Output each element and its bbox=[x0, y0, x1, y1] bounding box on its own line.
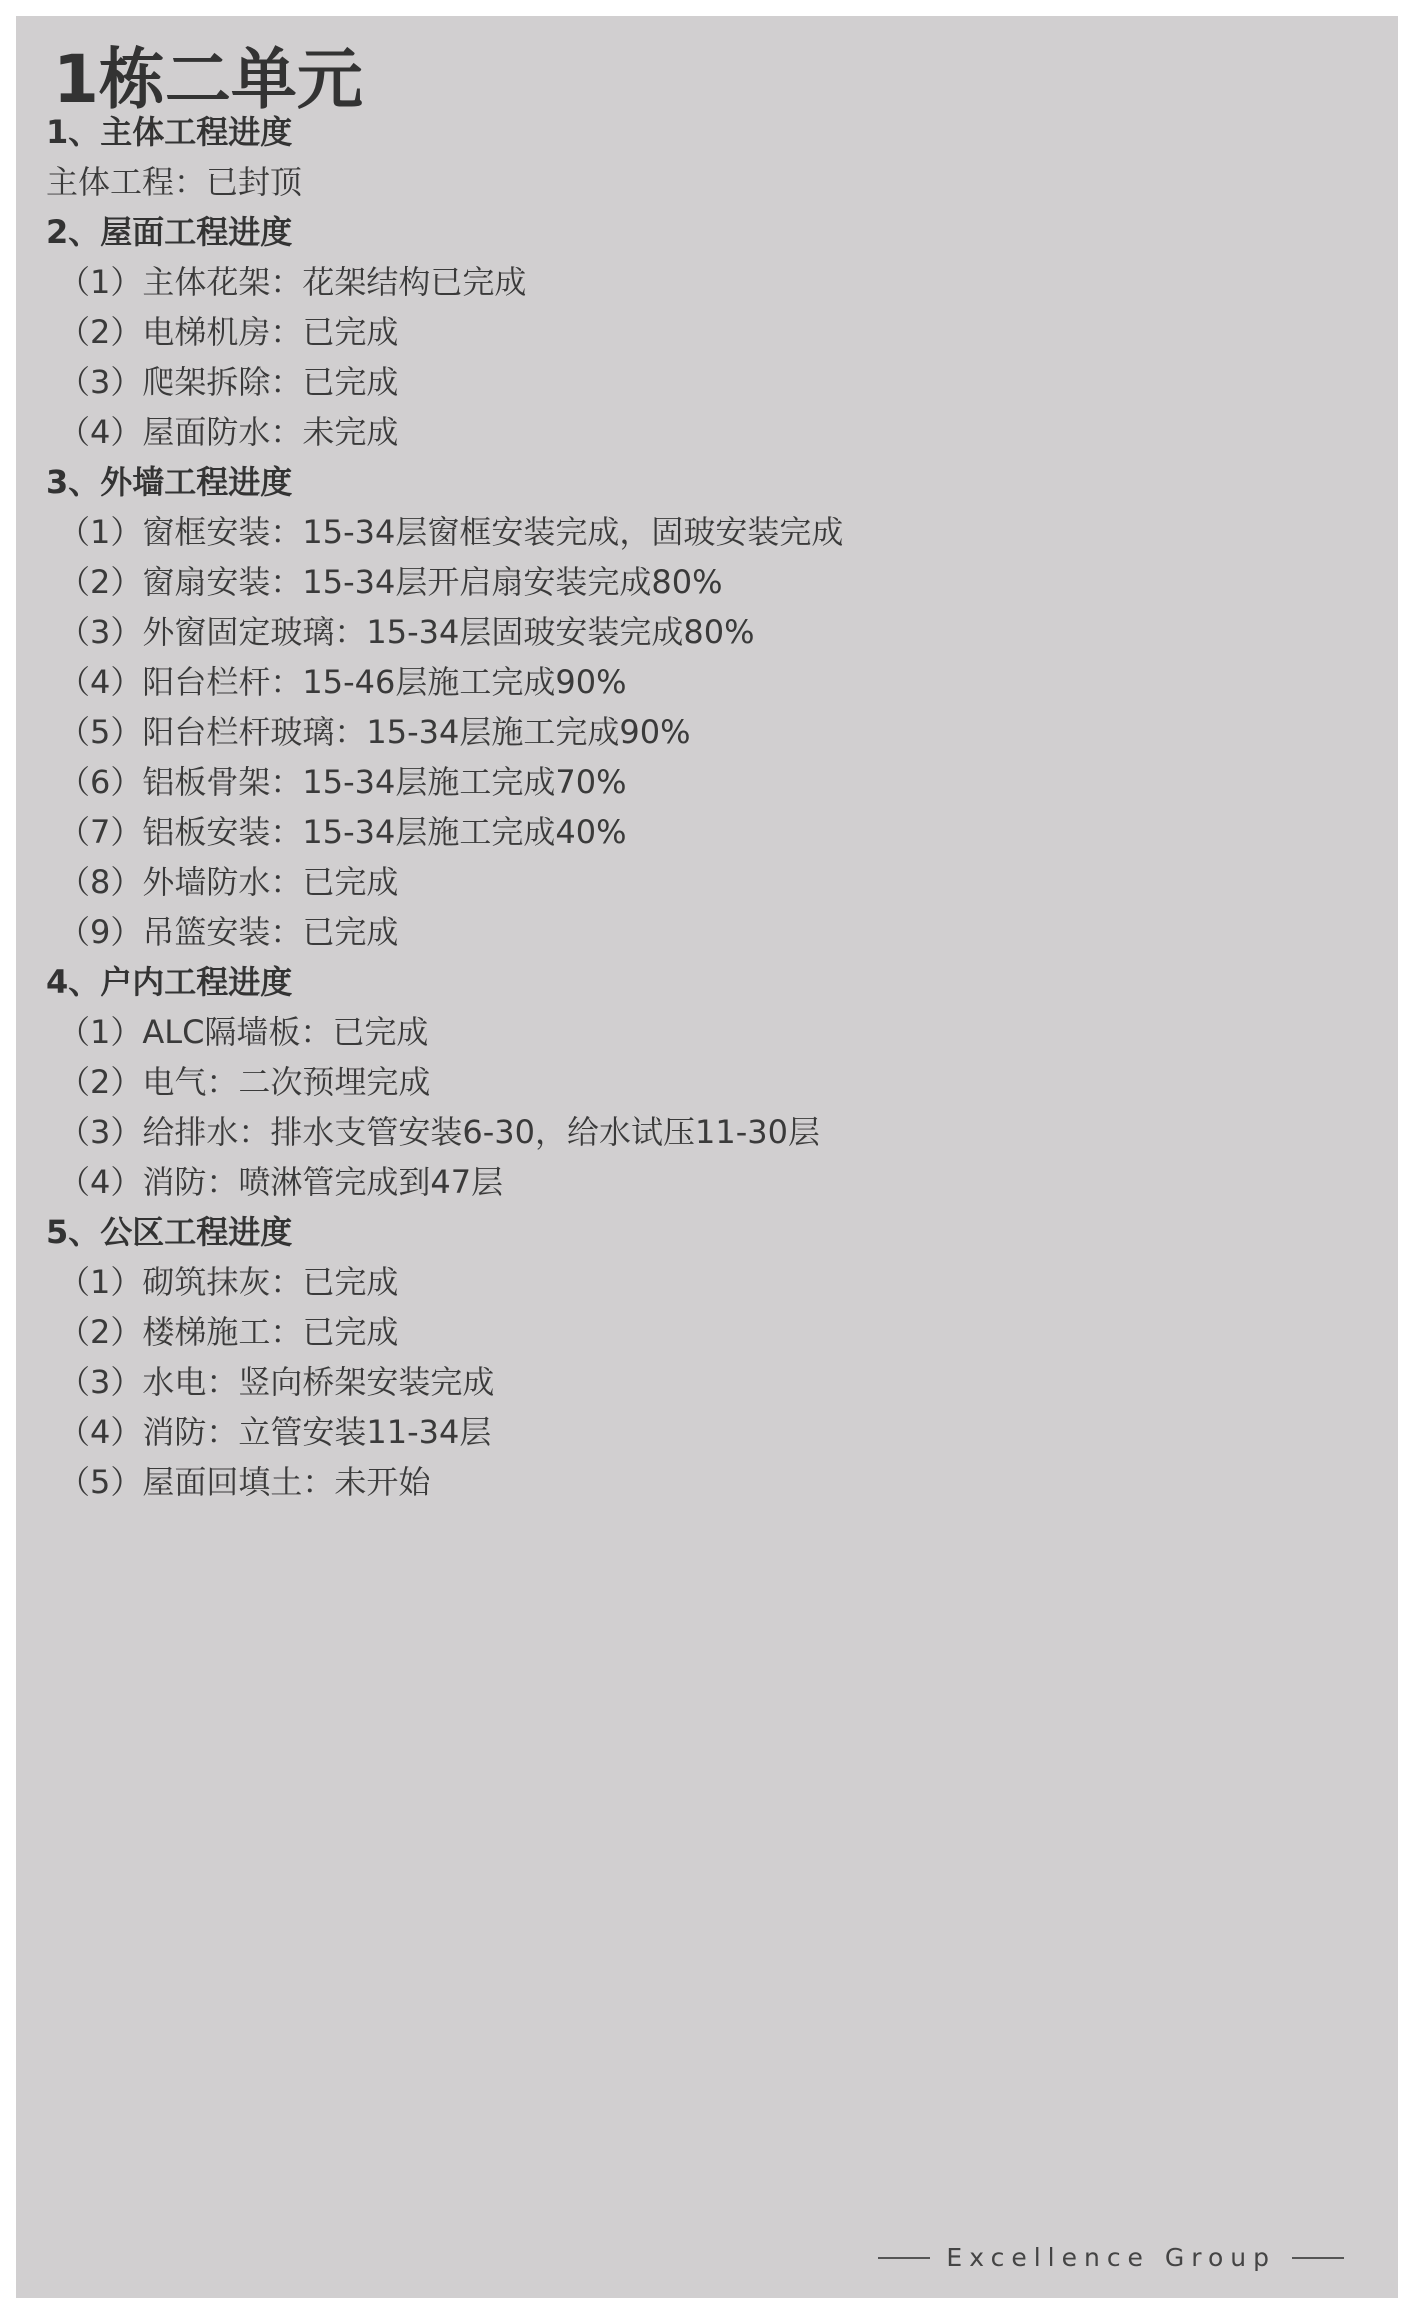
progress-item: （9）吊篮安装：已完成 bbox=[58, 913, 399, 951]
section-heading: 3、外墙工程进度 bbox=[46, 463, 293, 501]
progress-item: （3）外窗固定玻璃：15-34层固玻安装完成80% bbox=[58, 613, 755, 651]
progress-item: （1）窗框安装：15-34层窗框安装完成，固玻安装完成 bbox=[58, 513, 844, 551]
section-heading: 2、屋面工程进度 bbox=[46, 213, 293, 251]
section-heading: 1、主体工程进度 bbox=[46, 113, 293, 151]
section-heading: 4、户内工程进度 bbox=[46, 963, 293, 1001]
progress-item: （2）楼梯施工：已完成 bbox=[58, 1313, 399, 1351]
progress-card bbox=[16, 16, 1398, 2298]
progress-item: （3）给排水：排水支管安装6-30，给水试压11-30层 bbox=[58, 1113, 820, 1151]
progress-item: （3）水电：竖向桥架安装完成 bbox=[58, 1363, 495, 1401]
progress-item: （4）阳台栏杆：15-46层施工完成90% bbox=[58, 663, 627, 701]
progress-item: （5）屋面回填土：未开始 bbox=[58, 1463, 431, 1501]
page-title: 1栋二单元 bbox=[53, 41, 363, 118]
footer-brand-text: Excellence Group bbox=[946, 2243, 1276, 2272]
progress-item: （8）外墙防水：已完成 bbox=[58, 863, 399, 901]
progress-item: （4）消防：喷淋管完成到47层 bbox=[58, 1163, 504, 1201]
footer-right-rule bbox=[1292, 2257, 1344, 2259]
progress-item: （2）窗扇安装：15-34层开启扇安装完成80% bbox=[58, 563, 723, 601]
section-heading: 5、公区工程进度 bbox=[46, 1213, 293, 1251]
progress-item: （2）电气：二次预埋完成 bbox=[58, 1063, 431, 1101]
progress-item: （3）爬架拆除：已完成 bbox=[58, 363, 399, 401]
progress-item: （2）电梯机房：已完成 bbox=[58, 313, 399, 351]
footer-left-rule bbox=[878, 2257, 930, 2259]
progress-item: （6）铝板骨架：15-34层施工完成70% bbox=[58, 763, 627, 801]
progress-item: （1）主体花架：花架结构已完成 bbox=[58, 263, 527, 301]
progress-item: （1）ALC隔墙板：已完成 bbox=[58, 1013, 429, 1051]
progress-text: 主体工程：已封顶 bbox=[46, 163, 303, 201]
footer-brand bbox=[878, 2243, 1344, 2272]
progress-item: （4）屋面防水：未完成 bbox=[58, 413, 399, 451]
progress-item: （4）消防：立管安装11-34层 bbox=[58, 1413, 492, 1451]
progress-item: （7）铝板安装：15-34层施工完成40% bbox=[58, 813, 627, 851]
progress-item: （1）砌筑抹灰：已完成 bbox=[58, 1263, 399, 1301]
progress-item: （5）阳台栏杆玻璃：15-34层施工完成90% bbox=[58, 713, 691, 751]
